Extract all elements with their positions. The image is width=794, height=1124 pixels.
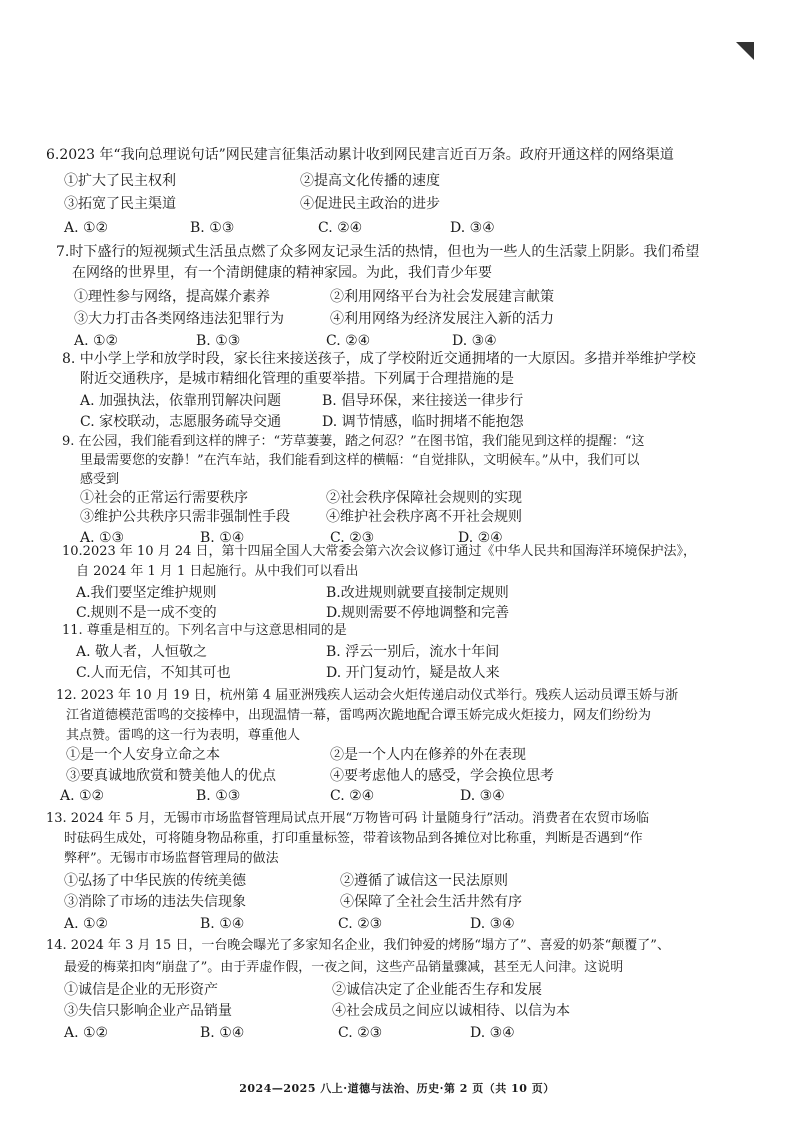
option-a: A.我们要坚定维护规则 xyxy=(76,585,217,601)
question-stem-line: 在网络的世界里，有一个清朗健康的精神家园。为此，我们青少年要 xyxy=(72,265,492,281)
choice-c: C. ②③ xyxy=(338,916,383,932)
option-c: C. 家校联动，志愿服务疏导交通 xyxy=(80,414,282,430)
question-stem-line: 8. 中小学上学和放学时段，家长往来接送孩子，成了学校附近交通拥堵的一大原因。多措并举维护学校 xyxy=(62,351,696,367)
statement-1: ①弘扬了中华民族的传统美德 xyxy=(64,873,246,889)
question-stem-line: 10.2023 年 10 月 24 日，第十四届全国人大常委会第六次会议修订通过《中华人民共和国海洋环境保护法》， xyxy=(62,544,697,559)
choice-c: C. ②④ xyxy=(326,333,371,349)
question-stem-line: 其点赞。雷鸣的这一行为表明，尊重他人 xyxy=(66,728,301,743)
choice-d: D. ③④ xyxy=(460,788,505,804)
option-b: B. 浮云一别后，流水十年间 xyxy=(326,644,500,660)
question-stem-line: 14. 2024 年 3 月 15 日，一台晚会曝光了多家知名企业，我们钟爱的烤肠“塌方了”、喜爱的奶茶“颠覆了”、 xyxy=(46,938,670,953)
statement-4: ④要考虑他人的感受，学会换位思考 xyxy=(330,768,554,784)
choice-a: A. ①② xyxy=(64,916,109,932)
statement-3: ③要真诚地欣赏和赞美他人的优点 xyxy=(66,768,276,784)
choice-a: A. ①② xyxy=(64,220,109,236)
question-stem-line: 11. 尊重是相互的。下列名言中与这意思相同的是 xyxy=(62,623,347,638)
option-b: B.改进规则就要直接制定规则 xyxy=(326,585,509,601)
statement-1: ①理性参与网络，提高媒介素养 xyxy=(74,289,270,305)
question-stem-line: 12. 2023 年 10 月 19 日，杭州第 4 届亚洲残疾人运动会火炬传递启动仪式举行。残疾人运动员谭玉娇与浙 xyxy=(56,688,679,703)
option-a: A. 敬人者，人恒敬之 xyxy=(76,644,208,660)
statement-2: ②诚信决定了企业能否生存和发展 xyxy=(332,982,542,998)
statement-4: ④维护社会秩序离不开社会规则 xyxy=(326,509,522,525)
statement-2: ②是一个人内在修养的外在表现 xyxy=(330,747,526,763)
statement-1: ①是一个人安身立命之本 xyxy=(66,747,220,763)
choice-b: B. ①③ xyxy=(196,788,241,804)
statement-3: ③拓宽了民主渠道 xyxy=(64,196,176,212)
choice-a: A. ①② xyxy=(64,1025,109,1041)
choice-c: C. ②③ xyxy=(330,530,375,546)
question-stem-line: 弊秤”。无锡市市场监督管理局的做法 xyxy=(64,851,279,866)
statement-4: ④保障了全社会生活井然有序 xyxy=(340,894,522,910)
option-a: A. 加强执法，依靠刑罚解决问题 xyxy=(80,393,282,409)
choice-a: A. ①③ xyxy=(80,530,125,546)
question-stem-line: 附近交通秩序，是城市精细化管理的重要举措。下列属于合理措施的是 xyxy=(80,371,514,387)
page-footer: 2024—2025 八上·道德与法治、历史·第 2 页（共 10 页） xyxy=(239,1082,555,1095)
option-b: B. 倡导环保，来往接送一律步行 xyxy=(322,393,524,409)
choice-b: B. ①④ xyxy=(200,916,245,932)
choice-d: D. ③④ xyxy=(452,333,497,349)
option-d: D. 开门复动竹，疑是故人来 xyxy=(326,665,500,681)
choice-a: A. ①② xyxy=(74,333,119,349)
statement-3: ③失信只影响企业产品销量 xyxy=(64,1003,232,1019)
statement-4: ④促进民主政治的进步 xyxy=(300,196,440,212)
statement-3: ③维护公共秩序只需非强制性手段 xyxy=(80,509,290,525)
choice-d: D. ③④ xyxy=(450,220,495,236)
choice-b: B. ①③ xyxy=(196,333,241,349)
statement-2: ②提高文化传播的速度 xyxy=(300,173,440,189)
statement-1: ①扩大了民主权利 xyxy=(64,173,176,189)
statement-3: ③消除了市场的违法失信现象 xyxy=(64,894,246,910)
question-stem-line: 感受到 xyxy=(80,472,120,487)
statement-4: ④社会成员之间应以诚相待、以信为本 xyxy=(332,1003,570,1019)
choice-b: B. ①④ xyxy=(200,1025,245,1041)
statement-2: ②遵循了诚信这一民法原则 xyxy=(340,873,508,889)
choice-a: A. ①② xyxy=(60,788,105,804)
choice-d: D. ③④ xyxy=(470,1025,515,1041)
question-stem-line: 6.2023 年“我向总理说句话”网民建言征集活动累计收到网民建言近百万条。政府开通这样的网络渠道 xyxy=(46,147,674,163)
question-stem-line: 最爱的梅菜扣肉“崩盘了”。由于弄虚作假，一夜之间，这些产品销量骤减，甚至无人问津。这说明 xyxy=(64,960,624,975)
option-c: C.人而无信，不知其可也 xyxy=(76,665,231,681)
option-c: C.规则不是一成不变的 xyxy=(76,605,217,621)
choice-c: C. ②④ xyxy=(330,788,375,804)
question-stem-line: 时砝码生成处，可将随身物品称重，打印重量标签，带着该物品到各摊位对比称重，判断是否遇到“作 xyxy=(64,831,643,846)
choice-d: D. ③④ xyxy=(470,916,515,932)
choice-c: C. ②③ xyxy=(338,1025,383,1041)
question-stem-line: 里最需要您的安静！”在汽车站，我们能看到这样的横幅：“自觉排队，文明候车。”从中，我们可以 xyxy=(80,453,640,468)
option-d: D. 调节情感，临时拥堵不能抱怨 xyxy=(322,414,524,430)
question-stem-line: 13. 2024 年 5 月，无锡市市场监督管理局试点开展“万物皆可码 计量随身行”活动。消费者在农贸市场临 xyxy=(46,811,649,826)
choice-b: B. ①③ xyxy=(190,220,235,236)
question-stem-line: 9. 在公园，我们能看到这样的牌子：“芳草萋萋，踏之何忍？”在图书馆，我们能见到这样的提醒：“这 xyxy=(62,434,645,449)
statement-1: ①诚信是企业的无形资产 xyxy=(64,982,218,998)
question-stem-line: 江省道德模范雷鸣的交接棒中，出现温情一幕，雷鸣两次跪地配合谭玉娇完成火炬接力，网友们纷纷为 xyxy=(66,708,652,723)
page-corner-mark xyxy=(736,42,754,60)
statement-3: ③大力打击各类网络违法犯罪行为 xyxy=(74,311,284,327)
statement-2: ②社会秩序保障社会规则的实现 xyxy=(326,490,522,506)
statement-1: ①社会的正常运行需要秩序 xyxy=(80,490,248,506)
option-d: D.规则需要不停地调整和完善 xyxy=(326,605,510,621)
statement-2: ②利用网络平台为社会发展建言献策 xyxy=(330,289,554,305)
choice-c: C. ②④ xyxy=(318,220,363,236)
question-stem-line: 7.时下盛行的短视频式生活虽点燃了众多网友记录生活的热情，但也为一些人的生活蒙上阴影。我们希望 xyxy=(56,244,700,260)
statement-4: ④利用网络为经济发展注入新的活力 xyxy=(330,311,554,327)
question-stem-line: 自 2024 年 1 月 1 日起施行。从中我们可以看出 xyxy=(76,564,359,579)
choice-d: D. ②④ xyxy=(458,530,503,546)
choice-b: B. ①④ xyxy=(200,530,245,546)
